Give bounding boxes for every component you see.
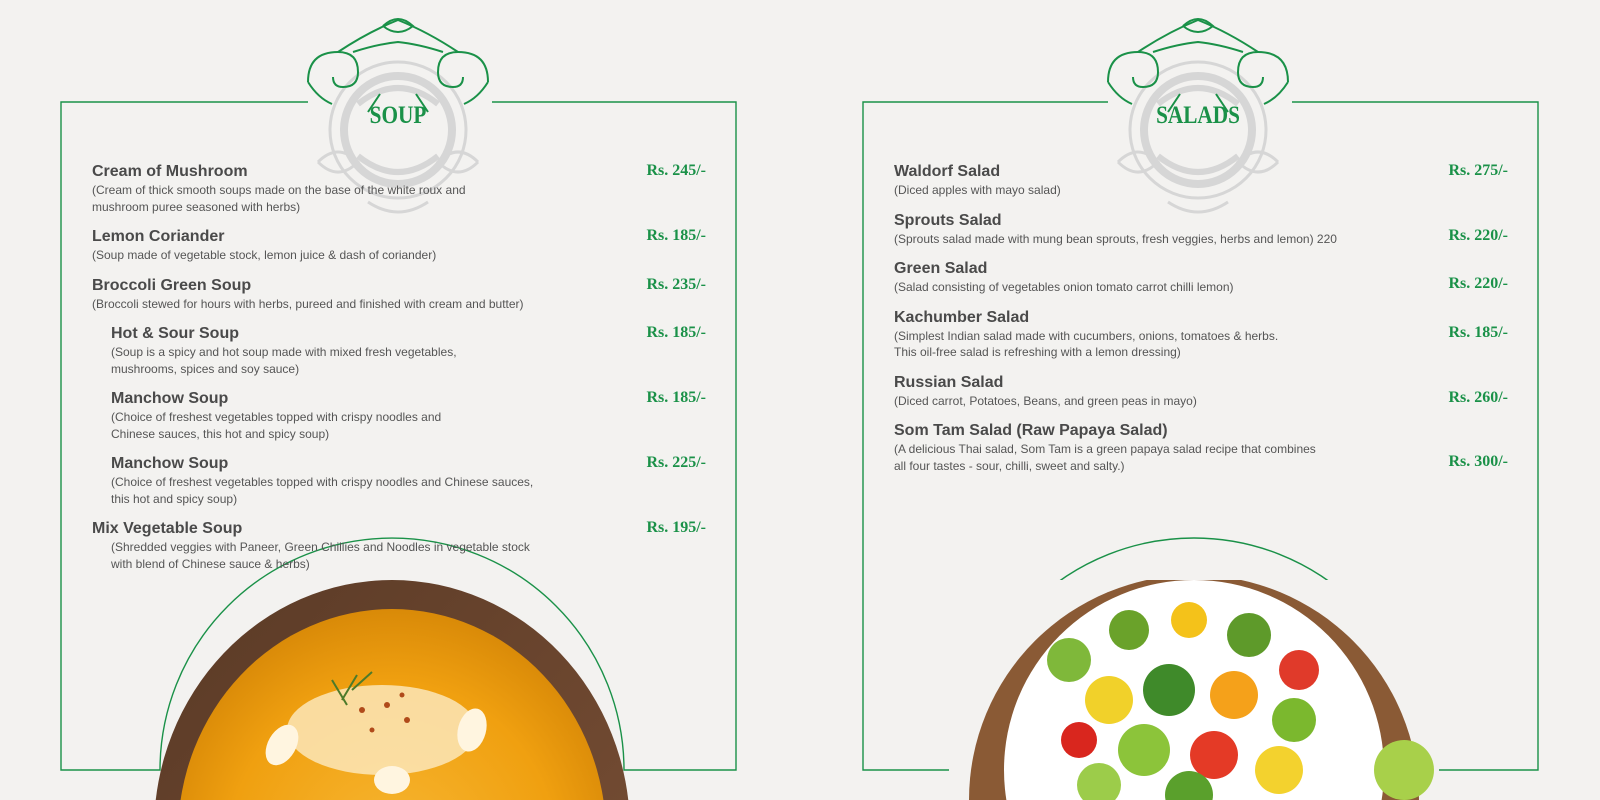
item-price: Rs. 195/-: [646, 519, 706, 536]
item-name: Kachumber Salad: [894, 308, 1030, 326]
item-price: Rs. 185/-: [646, 324, 706, 341]
item-name: Som Tam Salad (Raw Papaya Salad): [894, 422, 1168, 439]
item-price: Rs. 235/-: [646, 275, 706, 293]
item-name: Green Salad: [894, 260, 988, 277]
item-name: Broccoli Green Soup: [92, 276, 252, 294]
item-name: Lemon Coriander: [92, 228, 225, 245]
item-price: Rs. 185/-: [646, 389, 706, 406]
menu-item: [894, 211, 1508, 248]
soup-bowl-photo: [147, 580, 637, 800]
menu-item: [92, 389, 706, 442]
menu-item: [894, 308, 1508, 361]
item-price: Rs. 225/-: [646, 454, 706, 471]
item-description: (Diced carrot, Potatoes, Beans, and green peas in mayo): [894, 393, 1197, 408]
item-description: (Sprouts salad made with mung bean sprouts, fresh veggies, herbs and lemon) 220: [894, 231, 1337, 246]
item-description: (Broccoli stewed for hours with herbs, pureed and finished with cream and butter): [92, 296, 524, 311]
item-name: Waldorf Salad: [894, 163, 1001, 180]
item-description: (Choice of freshest vegetables topped with crispy noodles and Chinese sauces, this hot and spicy soup): [111, 410, 442, 441]
salads-menu-panel: [800, 0, 1600, 800]
item-price: Rs. 220/-: [1448, 226, 1508, 244]
item-price: Rs. 275/-: [1448, 162, 1508, 179]
item-price: Rs. 245/-: [646, 162, 706, 179]
item-description: (Diced apples with mayo salad): [894, 183, 1061, 197]
item-price: Rs. 220/-: [1448, 275, 1508, 292]
menu-item: [92, 519, 706, 572]
item-description: (Soup is a spicy and hot soup made with mixed fresh vegetables, mushrooms, spices and soy sauce): [111, 345, 457, 376]
item-description: (Soup made of vegetable stock, lemon juice & dash of coriander): [92, 248, 437, 262]
item-description: (Salad consisting of vegetables onion tomato carrot chilli lemon): [894, 280, 1234, 294]
item-name: Sprouts Salad: [894, 211, 1002, 229]
item-name: Manchow Soup: [111, 455, 229, 472]
menu-item: [894, 373, 1508, 410]
soup-section-title: SOUP: [369, 102, 427, 129]
item-price: Rs. 300/-: [1448, 453, 1508, 470]
menu-item: [92, 324, 706, 377]
item-description: (Shredded veggies with Paneer, Green Chillies and Noodles in vegetable stock with blend of Chinese sauce & herbs): [111, 540, 530, 571]
salads-section-title: SALADS: [1156, 102, 1240, 129]
item-name: Hot & Sour Soup: [111, 325, 239, 342]
menu-item: [894, 421, 1508, 474]
item-name: Cream of Mushroom: [92, 163, 248, 180]
item-price: Rs. 185/-: [646, 227, 706, 244]
menu-item: [894, 162, 1508, 199]
menu-item: [92, 276, 706, 313]
item-price: Rs. 260/-: [1448, 388, 1508, 406]
menu-item: [92, 227, 706, 264]
item-price: Rs. 185/-: [1448, 323, 1508, 341]
menu-item: [92, 162, 706, 215]
item-description: (Choice of freshest vegetables topped with crispy noodles and Chinese sauces, this hot and spicy soup): [111, 475, 534, 506]
item-description: (Cream of thick smooth soups made on the base of the white roux and mushroom puree seasoned with herbs): [92, 183, 466, 214]
menu-item: [92, 454, 706, 507]
salad-plate-photo: [949, 580, 1439, 800]
menu-item: [894, 259, 1508, 296]
salads-items-list: [894, 162, 1508, 486]
item-description: (Simplest Indian salad made with cucumbers, onions, tomatoes & herbs. This oil-free salad is refreshing with a lemon dressing): [894, 328, 1279, 359]
item-description: (A delicious Thai salad, Som Tam is a green papaya salad recipe that combines all four tastes - sour, chilli, sweet and salty.): [894, 442, 1316, 473]
item-name: Russian Salad: [894, 373, 1004, 391]
soup-items-list: [92, 162, 706, 584]
item-name: Mix Vegetable Soup: [92, 520, 243, 537]
item-name: Manchow Soup: [111, 390, 229, 407]
